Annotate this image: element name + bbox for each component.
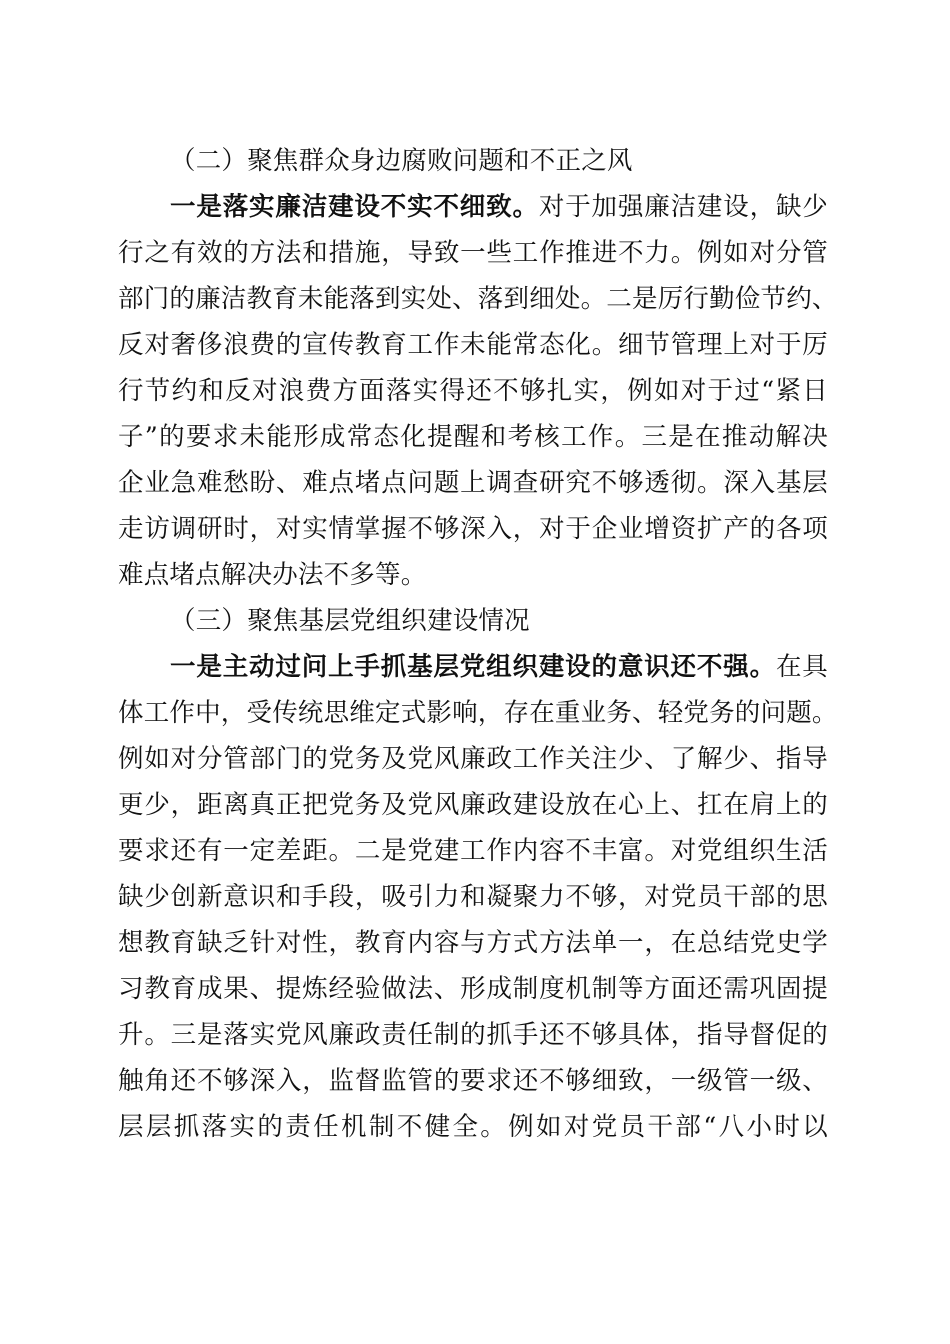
paragraph-line: 子”的要求未能形成常态化提醒和考核工作。三是在推动解决 bbox=[118, 422, 828, 452]
paragraph-line: 升。三是落实党风廉政责任制的抓手还不够具体，指导督促的 bbox=[118, 1020, 828, 1050]
paragraph-text: 对于加强廉洁建设，缺少 bbox=[538, 192, 828, 222]
paragraph-lead: 一是落实廉洁建设不实不细致。 bbox=[170, 192, 539, 222]
paragraph-line: 反对奢侈浪费的宣传教育工作未能常态化。细节管理上对于厉 bbox=[118, 330, 828, 360]
section-heading: （三）聚焦基层党组织建设情况 bbox=[170, 606, 530, 636]
paragraph-line: 行之有效的方法和措施，导致一些工作推进不力。例如对分管 bbox=[118, 238, 828, 268]
paragraph-line: 体工作中，受传统思维定式影响，存在重业务、轻党务的问题。 bbox=[118, 698, 838, 728]
paragraph-line: 层层抓落实的责任机制不健全。例如对党员干部“八小时以 bbox=[118, 1112, 828, 1142]
paragraph-line: 难点堵点解决办法不多等。 bbox=[118, 560, 427, 590]
paragraph-line: 部门的廉洁教育未能落到实处、落到细处。二是厉行勤俭节约、 bbox=[118, 284, 838, 314]
paragraph-line: 习教育成果、提炼经验做法、形成制度机制等方面还需巩固提 bbox=[118, 974, 828, 1004]
paragraph-first-line bbox=[170, 190, 828, 224]
paragraph-text: 在具 bbox=[775, 652, 828, 682]
paragraph-line: 要求还有一定差距。二是党建工作内容不丰富。对党组织生活 bbox=[118, 836, 828, 866]
paragraph-lead: 一是主动过问上手抓基层党组织建设的意识还不强。 bbox=[170, 652, 776, 682]
paragraph-line: 行节约和反对浪费方面落实得还不够扎实，例如对于过“紧日 bbox=[118, 376, 828, 406]
paragraph-line: 企业急难愁盼、难点堵点问题上调查研究不够透彻。深入基层 bbox=[118, 468, 828, 498]
paragraph-line: 想教育缺乏针对性，教育内容与方式方法单一，在总结党史学 bbox=[118, 928, 828, 958]
section-heading: （二）聚焦群众身边腐败问题和不正之风 bbox=[170, 146, 633, 176]
paragraph-first-line bbox=[170, 650, 828, 684]
paragraph-line: 走访调研时，对实情掌握不够深入，对于企业增资扩产的各项 bbox=[118, 514, 828, 544]
paragraph-line: 例如对分管部门的党务及党风廉政工作关注少、了解少、指导 bbox=[118, 744, 828, 774]
paragraph-line: 缺少创新意识和手段，吸引力和凝聚力不够，对党员干部的思 bbox=[118, 882, 828, 912]
paragraph-line: 更少，距离真正把党务及党风廉政建设放在心上、扛在肩上的 bbox=[118, 790, 828, 820]
paragraph-line: 触角还不够深入，监督监管的要求还不够细致，一级管一级、 bbox=[118, 1066, 828, 1096]
